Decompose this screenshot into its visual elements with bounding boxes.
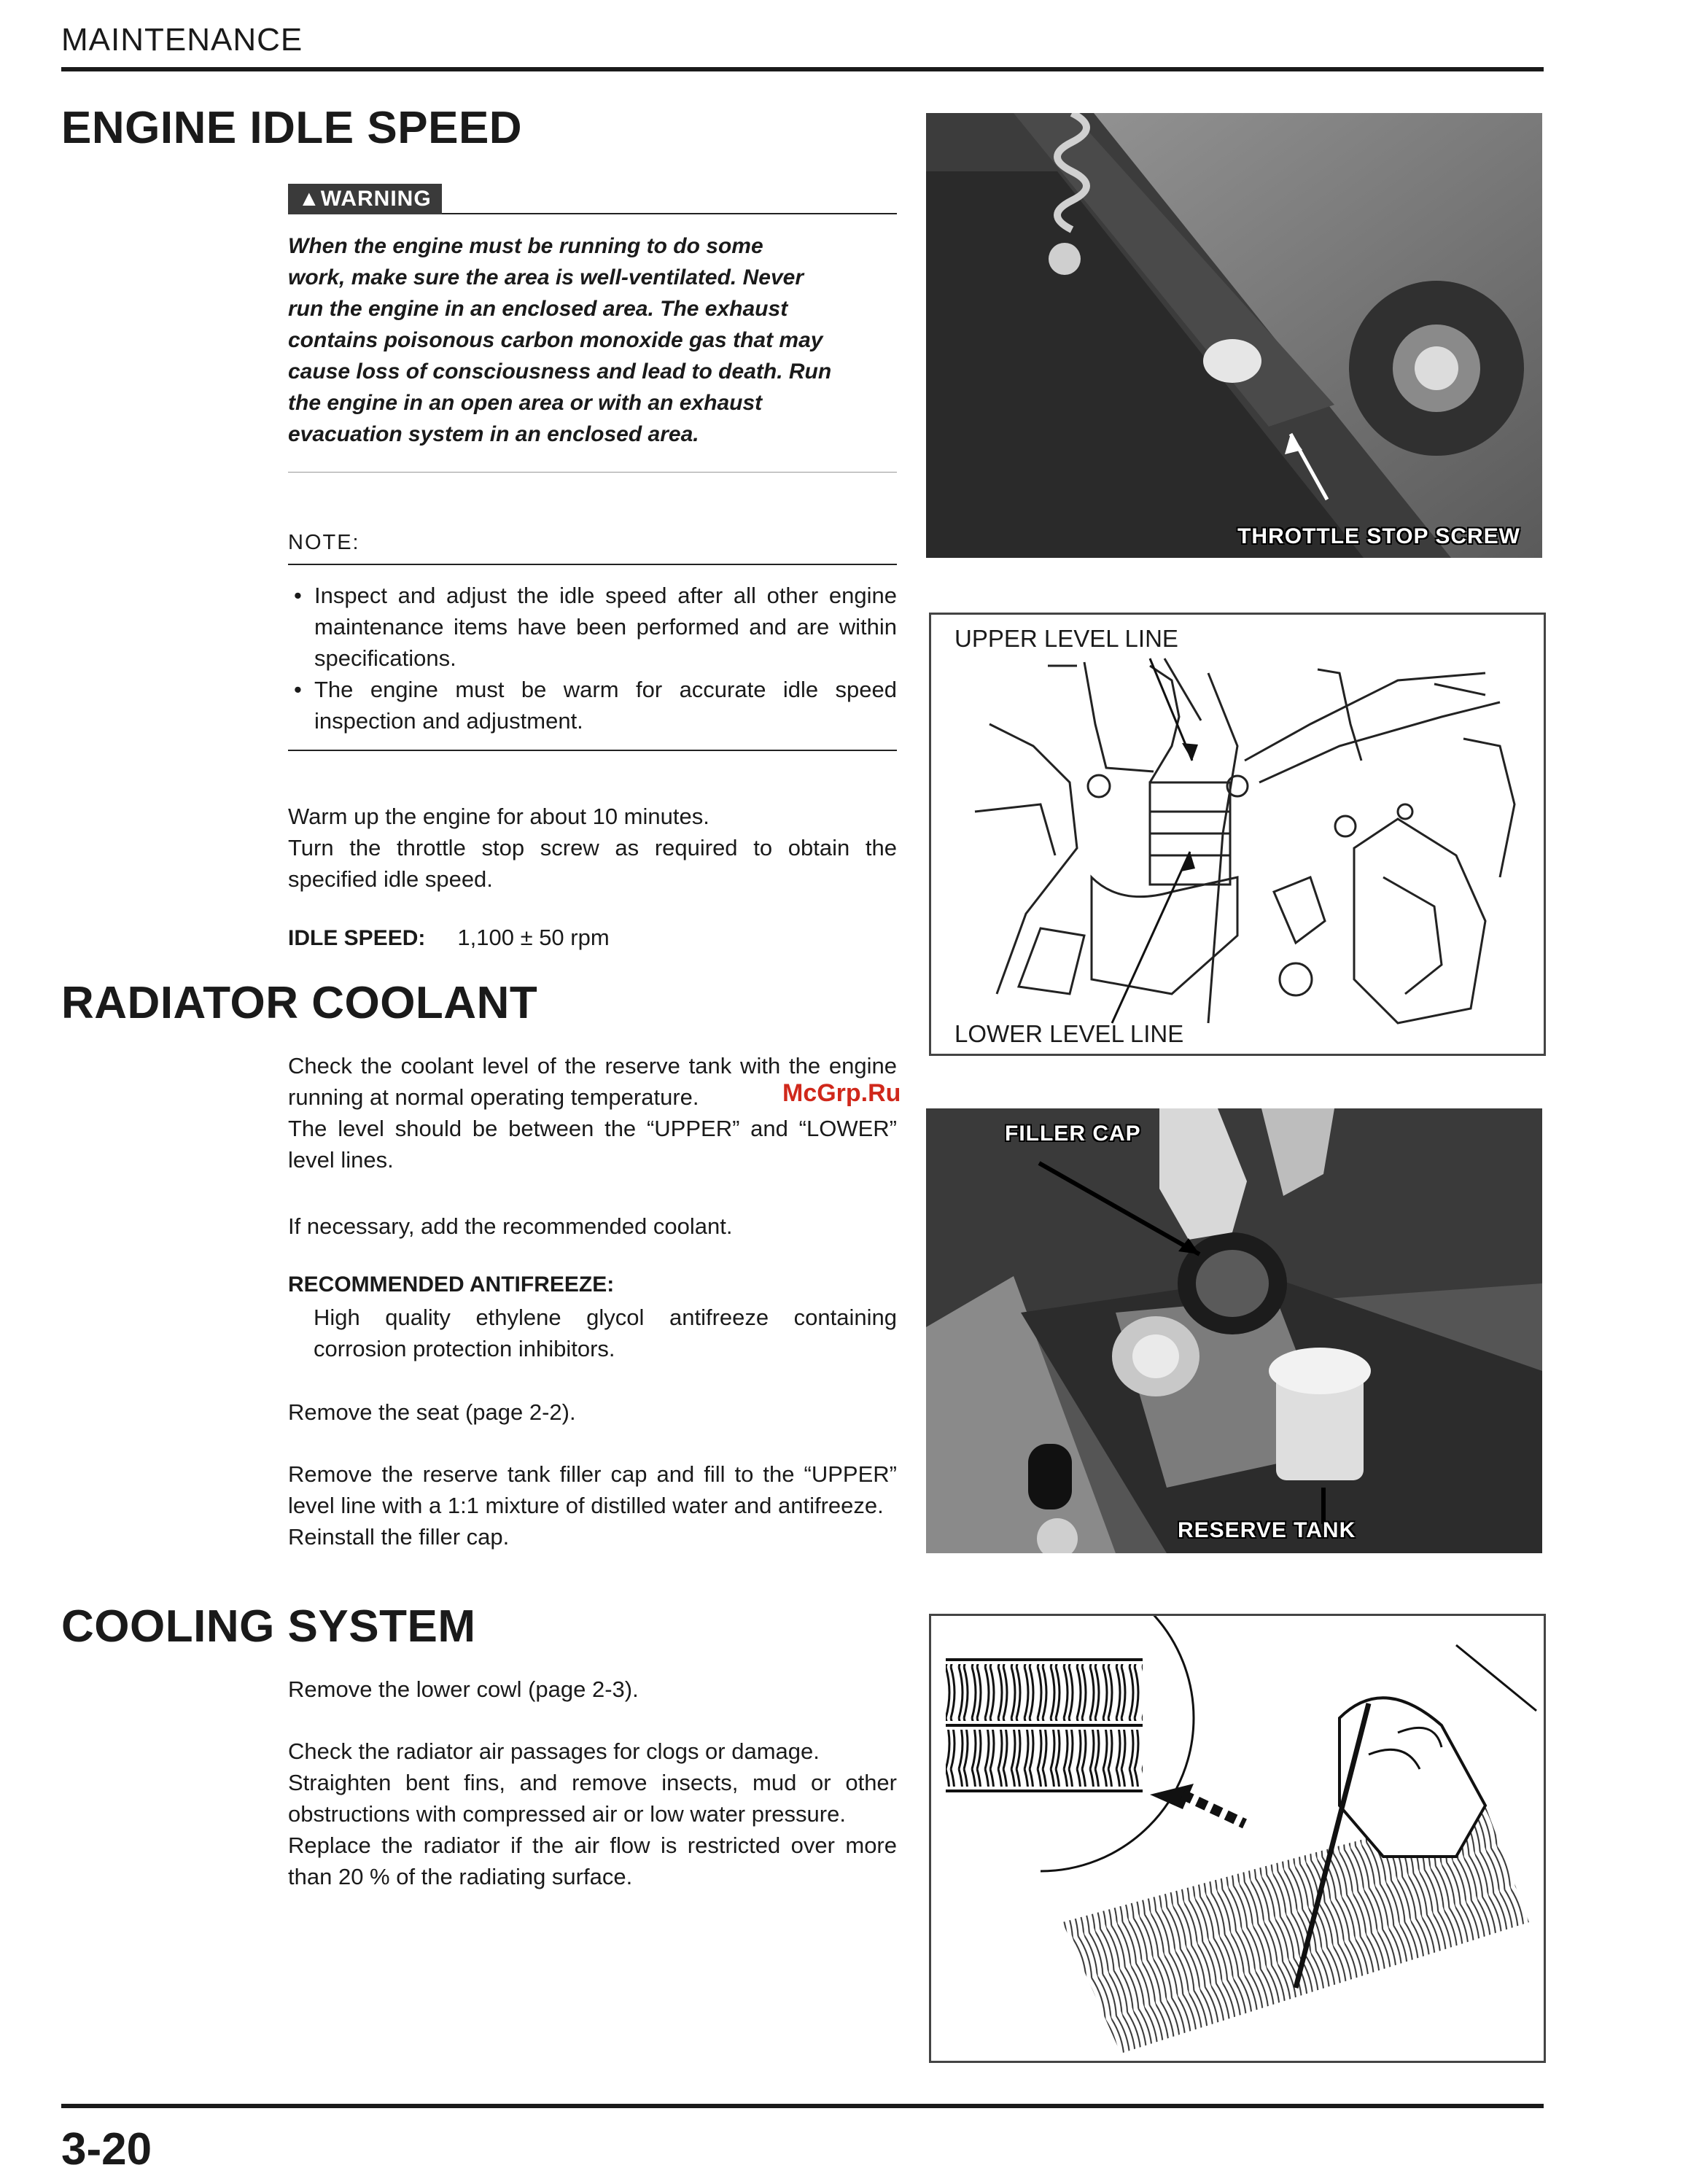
radiator-fins-diagram xyxy=(929,1614,1546,2063)
idle-spec xyxy=(288,925,610,951)
warning-end-rule xyxy=(288,472,897,473)
upper-level-label: UPPER LEVEL LINE xyxy=(954,625,1178,652)
step-text: Turn the throttle stop screw as required to obtain the specified idle speed. xyxy=(288,835,897,892)
note-block xyxy=(288,531,897,751)
header-rule xyxy=(61,67,1544,71)
antifreeze-label: RECOMMENDED ANTIFREEZE: xyxy=(288,1272,615,1297)
engine-idle-title: ENGINE IDLE SPEED xyxy=(61,103,523,153)
note-item: • Inspect and adjust the idle speed after all other engine maintenance items have been performed and are within specifications. xyxy=(288,580,897,674)
reserve-tank-photo xyxy=(926,1108,1542,1553)
cooling-system-title: COOLING SYSTEM xyxy=(61,1601,476,1652)
throttle-photo-graphic xyxy=(926,113,1542,558)
cooling-para-2: Check the radiator air passages for clogs or damage. Straighten bent fins, and remove insects, mud or other obstructions with compressed air or low water pressure. Replace the radiator if the air flow is restricted over more than 20 % of the radiating surface. xyxy=(288,1738,897,1889)
filler-cap-label: FILLER CAP xyxy=(1005,1122,1141,1146)
lower-level-label: LOWER LEVEL LINE xyxy=(954,1020,1184,1047)
level-lines-drawing xyxy=(931,615,1544,1054)
throttle-photo-label: THROTTLE STOP SCREW xyxy=(1237,524,1520,548)
coolant-para-2: If necessary, add the recommended coolant. xyxy=(288,1213,733,1239)
engine-idle-steps xyxy=(288,801,897,895)
cooling-para-1: Remove the lower cowl (page 2-3). xyxy=(288,1676,639,1702)
page-number: 3-20 xyxy=(61,2124,152,2175)
note-item: • The engine must be warm for accurate idle speed inspection and adjustment. xyxy=(288,674,897,737)
watermark: McGrp.Ru xyxy=(782,1079,901,1107)
idle-spec-label: IDLE SPEED: xyxy=(288,926,426,950)
note-label: NOTE: xyxy=(288,531,360,554)
warning-rule xyxy=(442,213,897,214)
warning-badge: ▲WARNING xyxy=(288,184,442,214)
coolant-para-3: Remove the seat (page 2-2). xyxy=(288,1399,576,1425)
radiator-fins-drawing xyxy=(931,1616,1544,2061)
level-lines-diagram xyxy=(929,613,1546,1056)
reserve-tank-photo-graphic xyxy=(926,1108,1542,1553)
idle-spec-value: 1,100 ± 50 rpm xyxy=(457,925,610,950)
footer-rule xyxy=(61,2104,1544,2108)
warning-block xyxy=(288,184,897,473)
antifreeze-text: High quality ethylene glycol antifreeze containing corrosion protection inhibitors. xyxy=(314,1305,897,1361)
coolant-para-4: Remove the reserve tank filler cap and fill to the “UPPER” level line with a 1:1 mixture of distilled water and antifreeze. Reinstall the filler cap. xyxy=(288,1461,897,1550)
step-text: Warm up the engine for about 10 minutes. xyxy=(288,804,709,829)
radiator-coolant-title: RADIATOR COOLANT xyxy=(61,978,538,1028)
reserve-tank-label: RESERVE TANK xyxy=(1178,1518,1356,1542)
warning-text: When the engine must be running to do some work, make sure the area is well-ventilated. Never run the engine in an enclosed area. The exhaust contains poisonous carbon monoxide gas that may cause loss of consciousness and lead to death. Run the engine in an open area or with an exhaust evacuation system in an enclosed area. xyxy=(288,234,832,446)
throttle-photo xyxy=(926,113,1542,558)
note-rule-bottom xyxy=(288,750,897,751)
section-header: MAINTENANCE xyxy=(61,22,303,58)
note-rule-top xyxy=(288,564,897,565)
note-list xyxy=(288,580,897,737)
coolant-para-1: Check the coolant level of the reserve tank with the engine running at normal operating temperature. The level should be between the “UPPER” and “LOWER” level lines. xyxy=(288,1053,897,1173)
